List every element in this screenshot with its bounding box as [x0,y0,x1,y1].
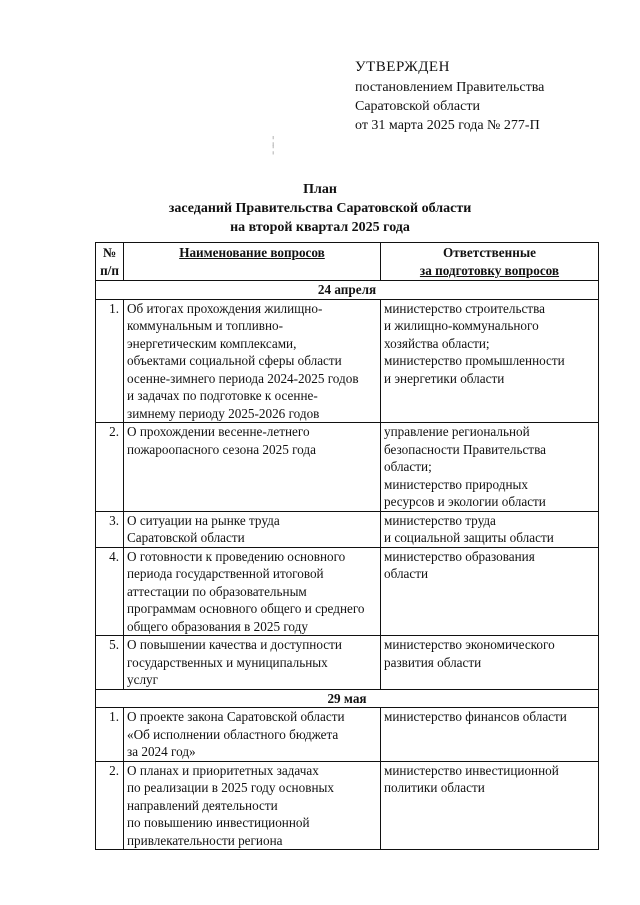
topic-line: общего образования в 2025 году [127,618,308,634]
responsible-line: министерство труда [384,512,496,528]
row-number: 2. [96,423,124,512]
header-topic-text: Наименование вопросов [179,245,325,260]
approval-line: постановлением Правительства [355,80,545,95]
table-row [96,636,599,690]
topic-line: услуг [127,672,159,687]
responsible-line: и энергетики области [384,370,505,386]
approval-line: Саратовской области [355,99,480,114]
topic-line: привлекательности региона [127,832,283,848]
row-topic [124,423,381,512]
row-responsible [381,299,599,423]
responsible-line: безопасности Правительства [384,441,546,457]
table-row [96,511,599,547]
table-header-row [96,243,599,281]
responsible-line: министерство строительства [384,300,545,316]
row-number: 4. [96,547,124,636]
responsible-line: управление региональной [384,424,530,439]
topic-line: О ситуации на рынке труда [127,512,280,528]
header-number [96,243,124,281]
row-topic [124,708,381,762]
table-row [96,708,599,762]
document-title [0,180,640,237]
topic-line: периода государственной итоговой [127,566,324,581]
topic-line: О готовности к проведению основного [127,548,346,564]
approval-heading: УТВЕРЖДЕН [355,59,450,75]
responsible-line: и жилищно-коммунального [384,318,539,333]
title-line: на второй квартал 2025 года [230,220,410,235]
approval-block [355,58,544,135]
header-number-line: № [102,245,117,260]
row-topic [124,299,381,423]
topic-line: аттестации по образовательным [127,583,307,599]
row-topic [124,636,381,690]
topic-line: пожароопасного сезона 2025 года [127,441,316,457]
topic-line: государственных и муниципальных [127,654,328,670]
header-number-line: п/п [100,262,119,278]
row-responsible [381,547,599,636]
responsible-line: развития области [384,654,482,670]
header-responsible-line: Ответственные [442,245,536,260]
topic-line: коммунальным и топливно- [127,318,284,333]
topic-line: Саратовской области [127,530,245,545]
responsible-line: министерство финансов области [384,709,567,724]
topic-line: О планах и приоритетных задачах [127,762,319,778]
topic-line: зимнему периоду 2025-2026 годов [127,405,320,421]
row-responsible [381,708,599,762]
table-row [96,761,599,850]
responsible-line: области; [384,459,432,474]
responsible-line: министерство образования [384,548,535,564]
topic-line: и задачах по подготовке к осенне- [127,388,318,403]
responsible-line: министерство инвестиционной [384,762,559,778]
date-section-row [96,281,599,300]
row-responsible [381,761,599,850]
topic-line: «Об исполнении областного бюджета [127,726,339,742]
topic-line: Об итогах прохождения жилищно- [127,300,323,316]
responsible-line: и социальной защиты области [384,530,554,545]
row-number: 1. [96,708,124,762]
row-number: 2. [96,761,124,850]
header-topic [124,243,381,281]
title-line: заседаний Правительства Саратовской области [168,201,472,216]
header-responsible-line: за подготовку вопросов [419,262,560,278]
row-responsible [381,511,599,547]
responsible-line: политики области [384,780,485,795]
plan-table [95,242,599,850]
topic-line: осенне-зимнего периода 2024-2025 годов [127,370,359,386]
topic-line: за 2024 год» [127,744,196,759]
topic-line: направлений деятельности [127,797,278,813]
topic-line: О проекте закона Саратовской области [127,709,345,724]
responsible-line: министерство промышленности [384,353,565,368]
section-date: 29 мая [96,689,599,708]
topic-line: О прохождении весенне-летнего [127,424,310,439]
date-section-row [96,689,599,708]
responsible-line: министерство природных [384,476,528,492]
table-row [96,299,599,423]
row-topic [124,547,381,636]
topic-line: О повышении качества и доступности [127,637,342,652]
row-topic [124,511,381,547]
row-number: 1. [96,299,124,423]
responsible-line: области [384,566,429,581]
section-date: 24 апреля [96,281,599,300]
topic-line: программам основного общего и среднего [127,601,365,616]
row-number: 5. [96,636,124,690]
row-responsible [381,423,599,512]
topic-line: энергетическим комплексами, [127,335,297,351]
header-responsible [381,243,599,281]
responsible-line: министерство экономического [384,637,555,652]
title-line: План [303,182,337,197]
topic-line: по повышению инвестиционной [127,815,310,830]
topic-line: по реализации в 2025 году основных [127,780,334,795]
responsible-line: ресурсов и экологии области [384,494,546,509]
scan-mark: ¦ ¦ [272,134,275,155]
table-body [96,281,599,850]
row-topic [124,761,381,850]
table-row [96,423,599,512]
topic-line: объектами социальной сферы области [127,353,342,368]
responsible-line: хозяйства области; [384,335,490,351]
row-responsible [381,636,599,690]
row-number: 3. [96,511,124,547]
approval-line: от 31 марта 2025 года № 277-П [355,118,540,133]
table-row [96,547,599,636]
